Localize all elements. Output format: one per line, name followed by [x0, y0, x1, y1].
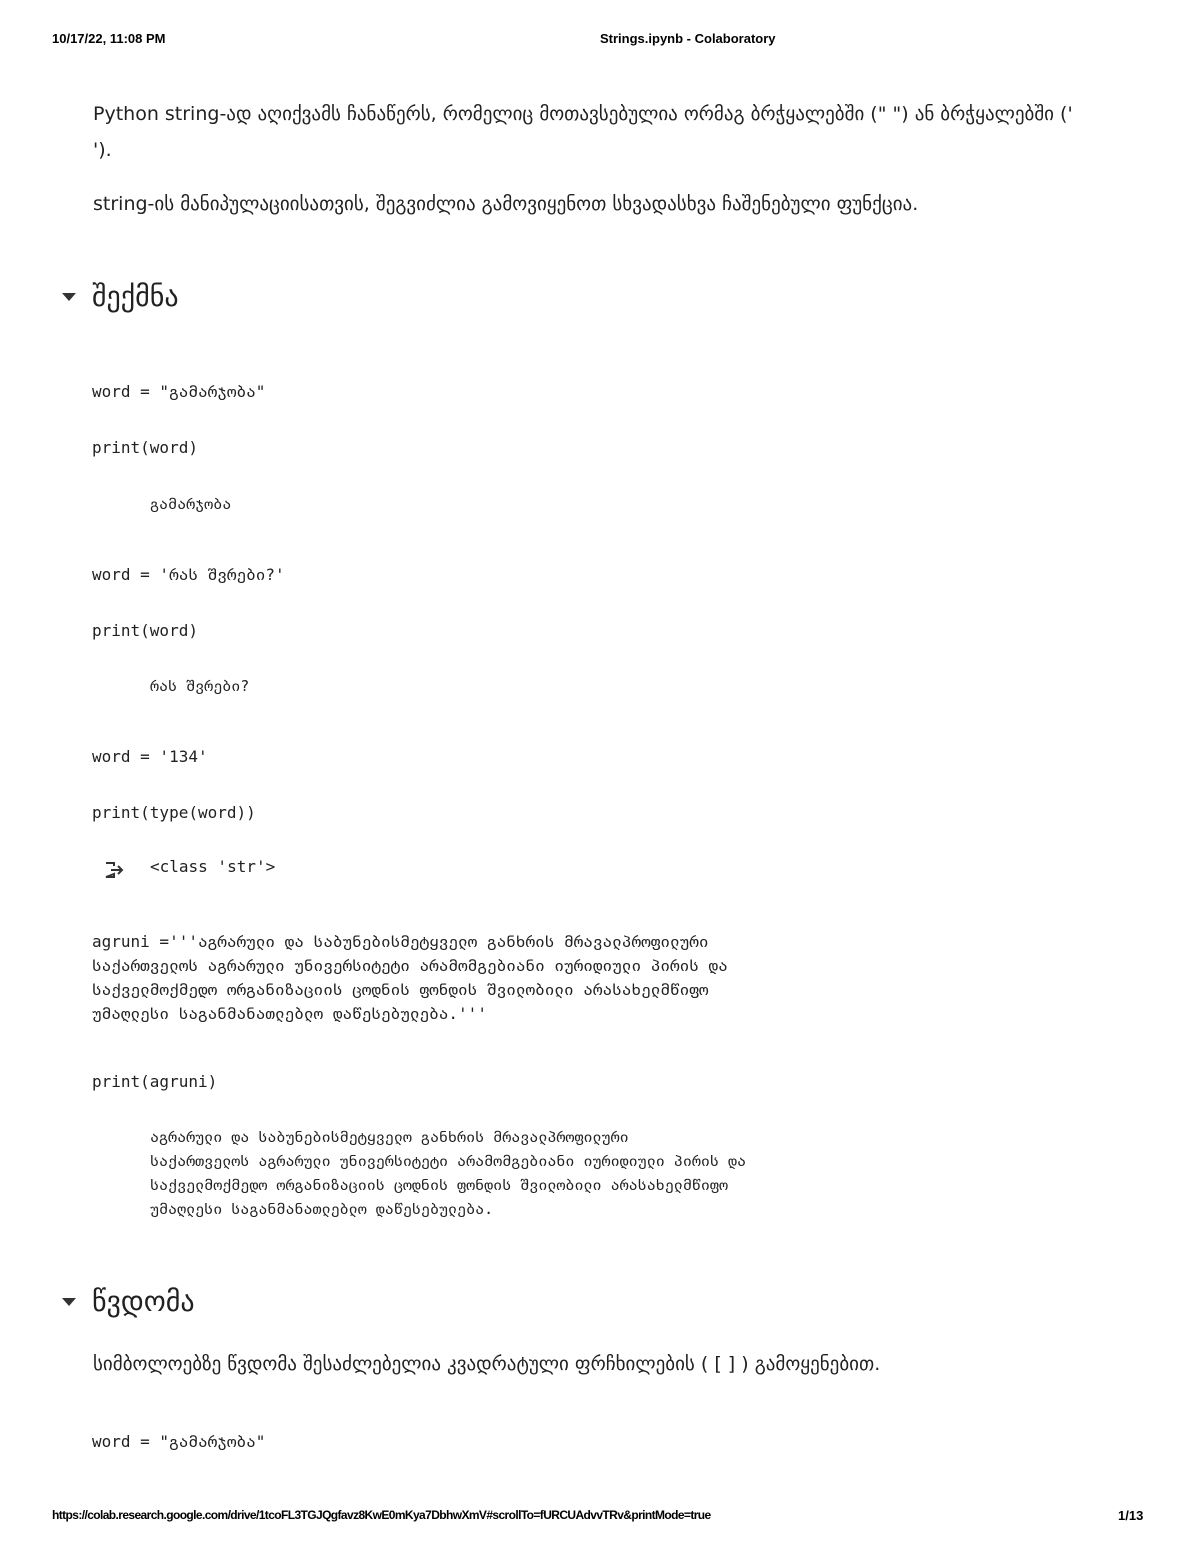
print-datetime: 10/17/22, 11:08 PM	[52, 31, 166, 46]
intro-paragraph-2: string-ის მანიპულაციისათვის, შეგვიძლია გამოვიყენოთ სხვადასხვა ჩაშენებული ფუნქცია.	[93, 193, 919, 215]
print-title: Strings.ipynb - Colaboratory	[600, 31, 776, 46]
code-cell[interactable]: agruni ='''აგრარული და საბუნებისმეტყველო განხრის მრავალპროფილური საქართველოს აგრარული უნივერსიტეტი არამომგებიანი იურიდიული პირის და საქველმოქმედო ორგანიზაციის ცოდნის ფონდის შვილობილი არასახელმწიფო უმაღლესი საგანმანათლებლო დაწესებულება.'''	[92, 932, 728, 1023]
cell-output: რას შვრები?	[150, 677, 250, 695]
intro-paragraph-1: Python string-ად აღიქვამს ჩანაწერს, რომელიც მოთავსებულია ორმაგ ბრჭყალებში (" ") ან ბრჭყალებში (' ').	[93, 103, 1073, 161]
code-cell[interactable]: print(word)	[92, 438, 198, 457]
cell-output: <class 'str'>	[150, 857, 276, 876]
section-heading-access[interactable]	[62, 1285, 195, 1318]
output-arrow-icon	[104, 861, 126, 883]
section-heading-creation[interactable]	[62, 280, 179, 313]
code-cell[interactable]: word = 'რას შვრები?'	[92, 565, 285, 584]
print-url: https://colab.research.google.com/drive/1tcoFL3TGJQgfavz8KwE0mKya7DbhwXmV#scrollTo=fURCUAdvvTRv&printMode=true	[52, 1508, 711, 1522]
code-cell[interactable]: word = "გამარჯობა"	[92, 382, 266, 401]
code-cell[interactable]: print(agruni)	[92, 1072, 218, 1091]
code-cell[interactable]: word = '134'	[92, 747, 208, 766]
section-title: წვდომა	[92, 1285, 195, 1318]
code-cell[interactable]: word = "გამარჯობა"	[92, 1432, 266, 1451]
code-cell[interactable]: print(type(word))	[92, 803, 256, 822]
section-text: სიმბოლოებზე წვდომა შესაძლებელია კვადრატული ფრჩხილების ( [ ] ) გამოყენებით.	[93, 1353, 881, 1375]
collapse-triangle-icon[interactable]	[62, 293, 76, 301]
section-title: შექმნა	[92, 280, 179, 313]
code-cell[interactable]: print(word)	[92, 621, 198, 640]
cell-output: აგრარული და საბუნებისმეტყველო განხრის მრავალპროფილური საქართველოს აგრარული უნივერსიტეტი არამომგებიანი იურიდიული პირის და საქველმოქმედო ორგანიზაციის ცოდნის ფონდის შვილობილი არასახელმწიფო უმაღლესი საგანმანათლებლო დაწესებულება.	[150, 1128, 747, 1218]
cell-output: გამარჯობა	[150, 495, 232, 513]
page-number: 1/13	[1118, 1508, 1144, 1523]
collapse-triangle-icon[interactable]	[62, 1298, 76, 1306]
